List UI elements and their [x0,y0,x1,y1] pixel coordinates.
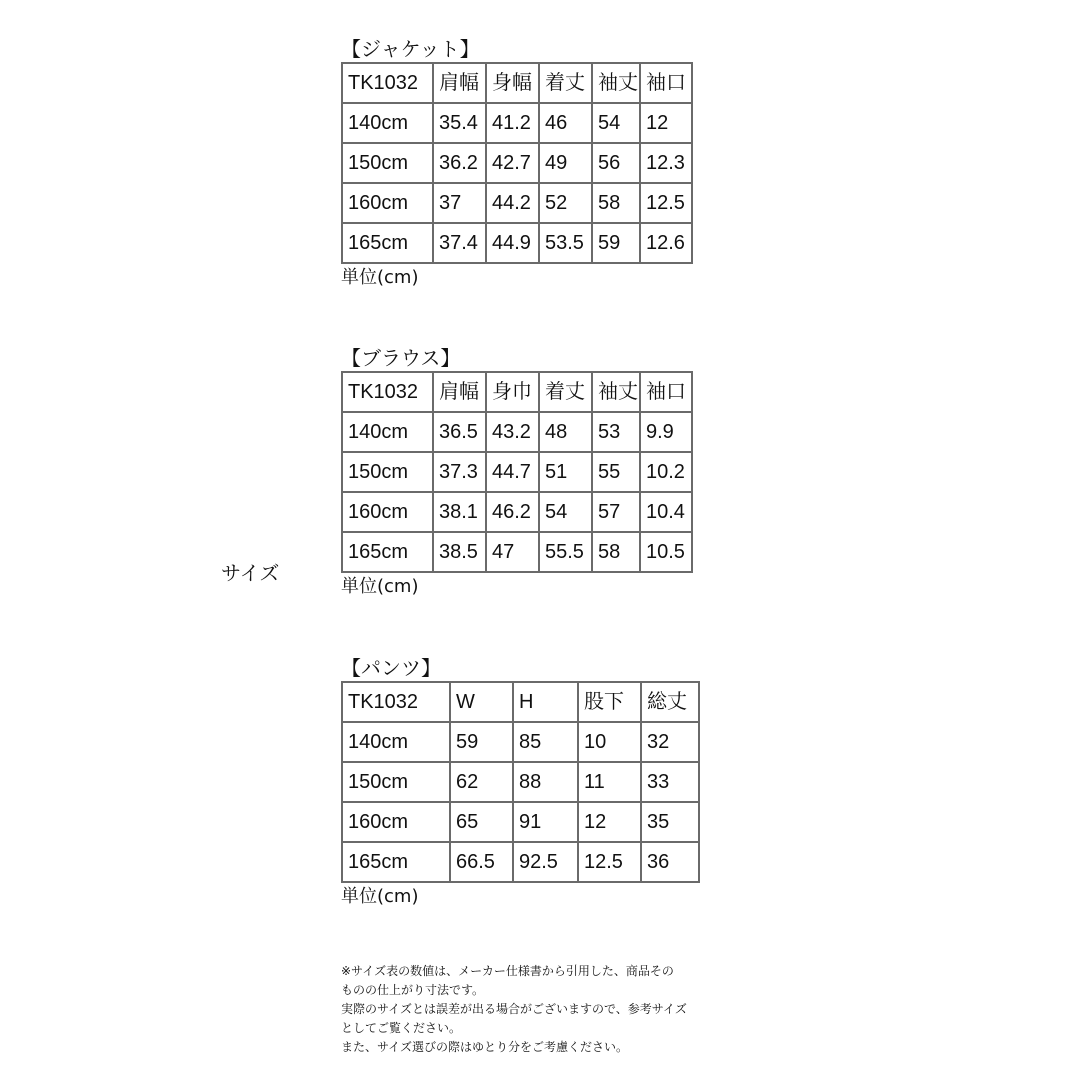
header-cell: 肩幅 [434,64,485,102]
table-cell: 165cm [343,843,449,881]
table-cell: 91 [514,803,577,841]
table-cell: 57 [593,493,639,531]
header-cell: W [451,683,512,721]
table-cell: 10 [579,723,640,761]
table-cell: 150cm [343,144,432,182]
table-cell: 59 [451,723,512,761]
table-row [343,184,691,222]
table-row [343,533,691,571]
table-cell: 66.5 [451,843,512,881]
table-header-row [343,683,698,721]
table-cell: 46 [540,104,591,142]
header-cell: H [514,683,577,721]
table-cell: 140cm [343,723,449,761]
table-cell: 56 [593,144,639,182]
table-cell: 38.1 [434,493,485,531]
table-cell: 37 [434,184,485,222]
table-cell: 10.5 [641,533,691,571]
unit-label: 単位(cm) [341,886,419,907]
table-row [343,803,698,841]
table-cell: 160cm [343,184,432,222]
unit-label: 単位(cm) [341,576,419,597]
table-cell: 35 [642,803,698,841]
note-line: ※サイズ表の数値は、メーカー仕様書から引用した、商品その [341,964,674,978]
table-row [343,104,691,142]
size-notes [341,962,687,1057]
header-cell: 袖口 [641,373,691,411]
table-cell: 54 [540,493,591,531]
table-cell: 9.9 [641,413,691,451]
table-row [343,763,698,801]
table-cell: 65 [451,803,512,841]
table-row [343,413,691,451]
blouse-size-table [341,371,693,573]
table-cell: 42.7 [487,144,538,182]
table-cell: 12.3 [641,144,691,182]
table-cell: 37.4 [434,224,485,262]
blouse-size-section [341,345,693,599]
table-cell: 46.2 [487,493,538,531]
table-cell: 58 [593,533,639,571]
table-cell: 53 [593,413,639,451]
note-line: 実際のサイズとは誤差が出る場合がございますので、参考サイズ [341,1002,687,1016]
table-cell: 92.5 [514,843,577,881]
table-cell: 49 [540,144,591,182]
table-cell: 12.6 [641,224,691,262]
table-cell: 59 [593,224,639,262]
header-cell: 着丈 [540,64,591,102]
table-row [343,493,691,531]
header-cell: 肩幅 [434,373,485,411]
table-cell: 160cm [343,803,449,841]
header-cell: 身巾 [487,373,538,411]
size-side-label: サイズ [221,561,280,585]
table-cell: 12.5 [579,843,640,881]
table-cell: 165cm [343,533,432,571]
note-line: としてご覧ください。 [341,1021,462,1035]
table-cell: 44.2 [487,184,538,222]
header-cell: 袖丈 [593,373,639,411]
table-cell: 10.2 [641,453,691,491]
pants-size-section [341,655,700,909]
table-cell: 32 [642,723,698,761]
table-cell: 150cm [343,763,449,801]
table-row [343,224,691,262]
table-cell: 47 [487,533,538,571]
header-cell: 総丈 [642,683,698,721]
table-row [343,453,691,491]
jacket-size-section [341,36,693,290]
table-cell: 41.2 [487,104,538,142]
table-row [343,843,698,881]
table-cell: 36 [642,843,698,881]
table-cell: 51 [540,453,591,491]
table-cell: 12.5 [641,184,691,222]
table-row [343,723,698,761]
header-cell: 袖口 [641,64,691,102]
table-cell: 160cm [343,493,432,531]
section-title: 【パンツ】 [341,656,441,680]
section-title: 【ジャケット】 [341,37,480,61]
table-cell: 85 [514,723,577,761]
note-line: ものの仕上がり寸法です。 [341,983,485,997]
header-cell: 身幅 [487,64,538,102]
table-header-row [343,64,691,102]
table-cell: 37.3 [434,453,485,491]
table-cell: 38.5 [434,533,485,571]
table-cell: 11 [579,763,640,801]
table-cell: 44.9 [487,224,538,262]
table-cell: 33 [642,763,698,801]
table-cell: 12 [641,104,691,142]
header-cell: TK1032 [343,683,449,721]
table-row [343,144,691,182]
header-cell: 股下 [579,683,640,721]
table-cell: 54 [593,104,639,142]
table-cell: 36.2 [434,144,485,182]
header-cell: 着丈 [540,373,591,411]
table-cell: 35.4 [434,104,485,142]
table-cell: 55.5 [540,533,591,571]
table-cell: 36.5 [434,413,485,451]
table-cell: 10.4 [641,493,691,531]
table-cell: 53.5 [540,224,591,262]
header-cell: TK1032 [343,64,432,102]
table-cell: 88 [514,763,577,801]
table-cell: 48 [540,413,591,451]
unit-label: 単位(cm) [341,267,419,288]
table-cell: 12 [579,803,640,841]
table-cell: 55 [593,453,639,491]
header-cell: 袖丈 [593,64,639,102]
note-line: また、サイズ選びの際はゆとり分をご考慮ください。 [341,1040,629,1054]
table-cell: 44.7 [487,453,538,491]
table-cell: 140cm [343,104,432,142]
table-cell: 150cm [343,453,432,491]
section-title: 【ブラウス】 [341,346,461,370]
table-header-row [343,373,691,411]
table-cell: 140cm [343,413,432,451]
header-cell: TK1032 [343,373,432,411]
table-cell: 165cm [343,224,432,262]
table-cell: 58 [593,184,639,222]
table-cell: 43.2 [487,413,538,451]
table-cell: 52 [540,184,591,222]
table-cell: 62 [451,763,512,801]
jacket-size-table [341,62,693,264]
pants-size-table [341,681,700,883]
